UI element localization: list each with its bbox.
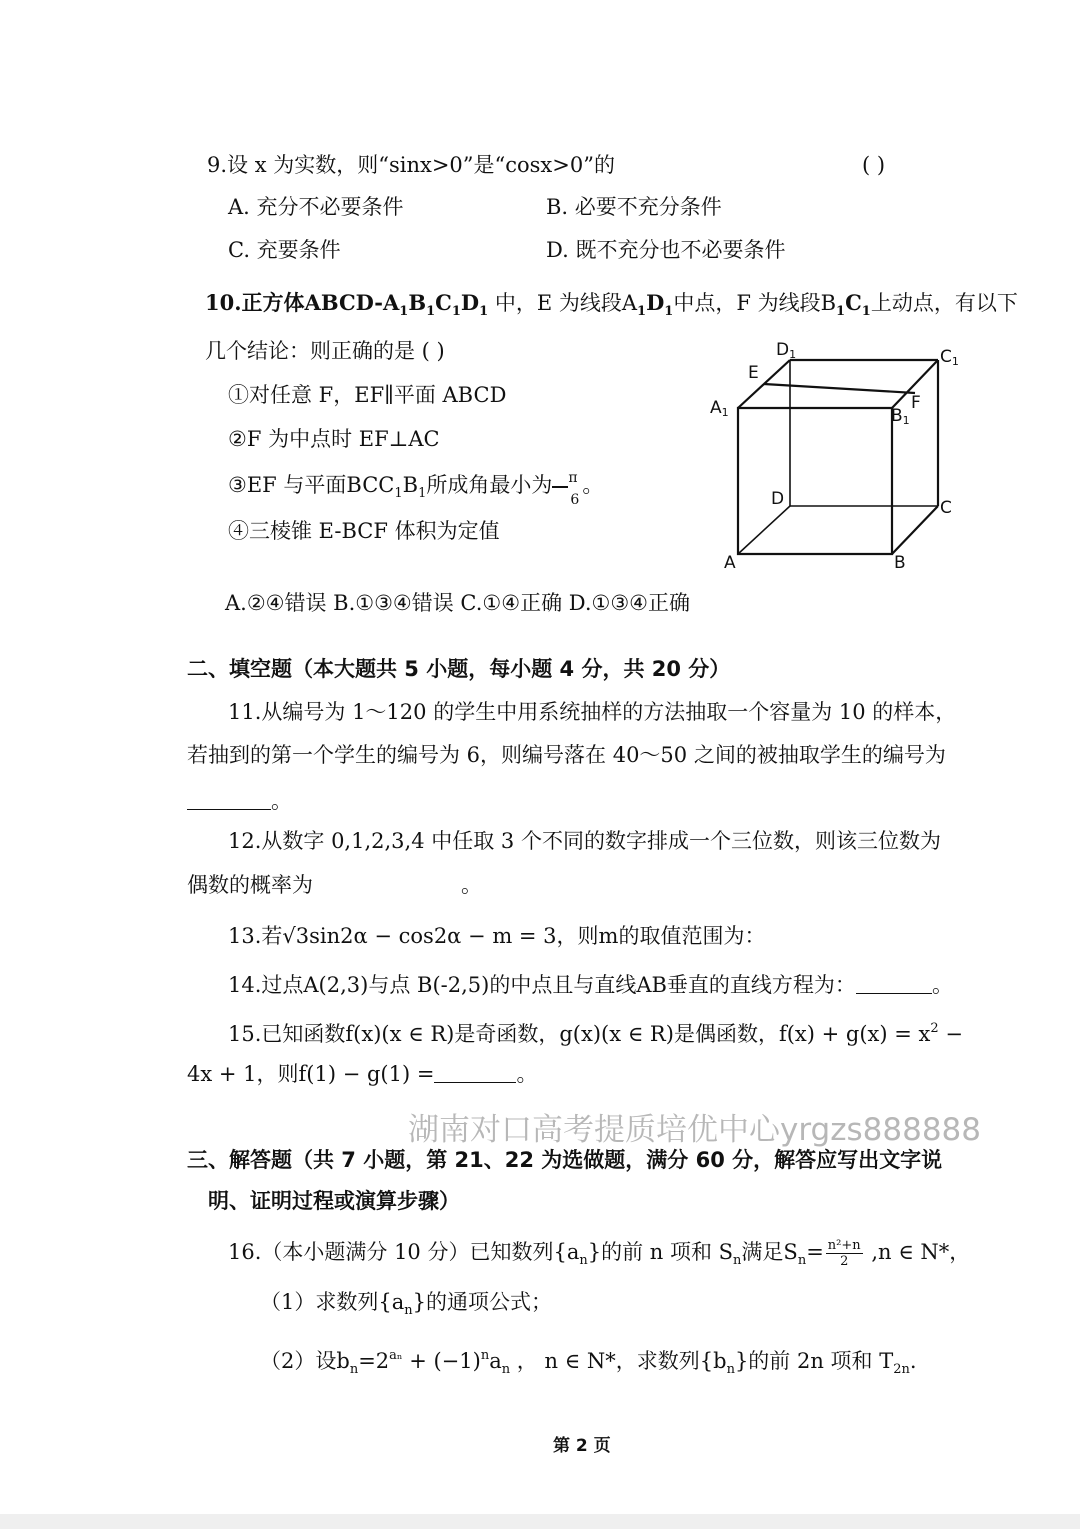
- q10-conclusion-1: ①对任意 F，EF∥平面 ABCD: [228, 383, 507, 407]
- q9-option-b: B. 必要不充分条件: [546, 195, 722, 219]
- section-3-heading-line1: 三、解答题（共 7 小题，第 21、22 为选做题，满分 60 分，解答应写出文字说: [187, 1148, 943, 1172]
- page-number: 第 2 页: [553, 1436, 611, 1456]
- q11-line2: 若抽到的第一个学生的编号为 6，则编号落在 40～50 之间的被抽取学生的编号为: [187, 743, 946, 767]
- q15-line2: 4x + 1，则f(1) − g(1) = 。: [187, 1062, 538, 1086]
- q10-stem-line2: 几个结论：则正确的是 ( ): [205, 339, 445, 363]
- q10-stem: 10.正方体ABCD-$A_1B_1C_1D_1$ 中，E 为线段$A_1D_1$中点，F 为线段$B_1C_1$上动点，有以下: [205, 290, 1018, 319]
- label-d: D: [771, 489, 785, 509]
- q9-option-d: D. 既不充分也不必要条件: [546, 238, 786, 262]
- label-a: A: [724, 553, 736, 573]
- q9-option-a: A. 充分不必要条件: [228, 195, 404, 219]
- label-c1: C1: [940, 347, 959, 368]
- q10-conclusion-3: ③EF 与平面$BCC_1B_1$所成角最小为 π 6 。: [228, 469, 604, 508]
- q15-answer-blank: [434, 1064, 516, 1083]
- label-d1: D1: [776, 340, 797, 361]
- q11-line1: 11.从编号为 1～120 的学生中用系统抽样的方法抽取一个容量为 10 的样本，: [228, 700, 957, 724]
- page-bottom-strip: [0, 1514, 1080, 1529]
- q12-line2: 偶数的概率为 。: [187, 873, 482, 897]
- section-3-heading-line2: 明、证明过程或演算步骤）: [208, 1189, 460, 1213]
- q10-conclusion-2: ②F 为中点时 EF⊥AC: [228, 427, 440, 451]
- label-b1: B1: [891, 406, 910, 427]
- segment-ef: [764, 384, 915, 393]
- label-a1: A1: [710, 398, 729, 419]
- cube-diagram: [700, 336, 980, 576]
- watermark: 湖南对口高考提质培优中心yrgzs888888: [408, 1112, 981, 1148]
- q12-line1: 12.从数字 0,1,2,3,4 中任取 3 个不同的数字排成一个三位数，则该三位数为: [228, 829, 941, 853]
- label-c: C: [940, 498, 952, 518]
- q13: 13.若√3sin2α − cos2α − m = 3，则m的取值范围为：: [228, 924, 766, 948]
- q16-part2: （2）设$b_n=2^{a_n} + (-1)^na_n$ ， n ∈ N*，求数列$\{b_n\}$的前 2n 项和 $T_{2n}$.: [260, 1348, 917, 1377]
- q9-stem: 9.设 x 为实数，则“sinx>0”是“cosx>0”的: [207, 153, 615, 177]
- q11-line3: 。: [187, 788, 292, 814]
- q9-option-c: C. 充要条件: [228, 238, 341, 262]
- q10-conclusion-4: ④三棱锥 E-BCF 体积为定值: [228, 519, 500, 543]
- edge-a-d: [738, 506, 790, 554]
- q16-fraction: $\frac{\text{n²+n}}{2}$: [827, 1238, 861, 1269]
- edge-b-c: [892, 506, 938, 554]
- label-f: F: [911, 393, 921, 413]
- q14: 14.过点A(2,3)与点 B(-2,5)的中点且与直线AB垂直的直线方程为： 。: [228, 973, 953, 997]
- q16-stem: 16.（本小题满分 10 分）已知数列$\{a_n\}$的前 n 项和 $S_n$满足$S_n=$ $\frac{\text{n²+n}}{2}$ ,n ∈ N*，: [228, 1238, 971, 1269]
- q11-answer-blank: [187, 791, 271, 810]
- q10-options: A.②④错误 B.①③④错误 C.①④正确 D.①③④正确: [225, 591, 690, 615]
- q14-answer-blank: [856, 975, 932, 994]
- q15-line1: 15.已知函数f(x)(x ∈ R)是奇函数，g(x)(x ∈ R)是偶函数，$f(x) + g(x) = x^2$ −: [228, 1021, 963, 1046]
- q9-answer-paren: ( ): [862, 153, 886, 177]
- section-2-heading: 二、填空题（本大题共 5 小题，每小题 4 分，共 20 分）: [187, 657, 731, 681]
- q16-part1: （1）求数列$\{a_n\}$的通项公式；: [260, 1290, 552, 1318]
- label-e: E: [748, 363, 759, 383]
- label-b: B: [894, 553, 906, 573]
